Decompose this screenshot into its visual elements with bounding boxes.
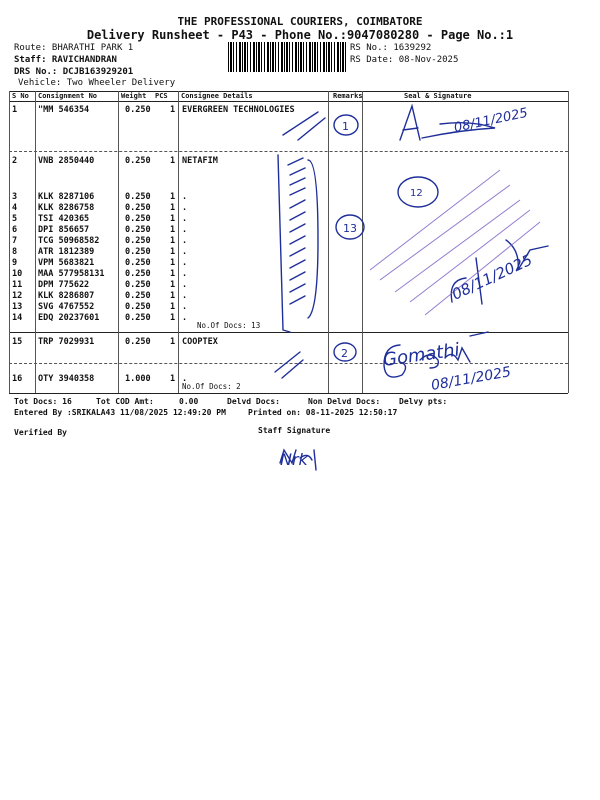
row-consignment-no: TSI 420365 [38,214,90,224]
tick-mark [283,112,318,135]
remark-number: 1 [342,120,349,133]
row-sno: 10 [12,269,23,279]
row-pcs: 1 [170,225,176,235]
group-doc-count: No.Of Docs: 2 [182,382,241,391]
rs-date: RS Date: 08-Nov-2025 [350,55,459,65]
row-consignee: . [182,203,188,213]
row-weight: 0.250 [125,337,151,347]
row-consignment-no: TRP 7029931 [38,337,95,347]
row-consignee: . [182,280,188,290]
vehicle-label: Vehicle: Two Wheeler Delivery [18,78,176,88]
row-weight: 0.250 [125,236,151,246]
tick-mark [288,158,305,304]
row-weight: 0.250 [125,156,151,166]
row-sno: 14 [12,313,23,323]
remark-number: 13 [343,222,357,235]
col-header-remarks: Remarks [333,92,363,100]
row-sno: 13 [12,302,23,312]
receiver-date: 08/11/2025 [429,364,513,394]
row-sno: 7 [12,236,18,246]
row-consignee: NETAFIM [182,156,218,166]
handwritten-date: 08/11/2025 [449,250,536,304]
row-consignment-no: VNB 2850440 [38,156,95,166]
row-pcs: 1 [170,156,176,166]
row-consignee: . [182,258,188,268]
col-header-seal: Seal & Signature [404,92,472,100]
row-consignee: . [182,302,188,312]
row-consignment-no: ATR 1812389 [38,247,95,257]
rs-number: RS No.: 1639292 [350,43,432,53]
row-pcs: 1 [170,313,176,323]
row-sno: 4 [12,203,18,213]
row-consignment-no: KLK 8286758 [38,203,95,213]
verified-by-label: Verified By [14,428,67,437]
row-consignee: . [182,214,188,224]
row-weight: 0.250 [125,291,151,301]
seal-note: 12 [410,188,423,199]
row-pcs: 1 [170,214,176,224]
staff-signature-label: Staff Signature [258,426,331,435]
total-docs: Tot Docs: 16 [14,397,72,406]
row-pcs: 1 [170,269,176,279]
row-pcs: 1 [170,291,176,301]
row-pcs: 1 [170,280,176,290]
row-weight: 0.250 [125,225,151,235]
row-consignee: . [182,291,188,301]
row-sno: 6 [12,225,18,235]
receiver-name: Gomathi [381,339,461,371]
row-pcs: 1 [170,105,176,115]
group-bracket [278,155,290,332]
row-sno: 5 [12,214,18,224]
printed-on: Printed on: 08-11-2025 12:50:17 [248,408,398,417]
entered-by: Entered By :SRIKALA43 11/08/2025 12:49:20 PM [14,408,226,417]
row-sno: 9 [12,258,18,268]
row-pcs: 1 [170,374,176,384]
row-consignment-no: MAA 577958131 [38,269,105,279]
row-sno: 11 [12,280,23,290]
row-pcs: 1 [170,236,176,246]
row-consignment-no: EDQ 20237601 [38,313,100,323]
verifier-initials: Nrk [280,450,308,469]
row-consignment-no: VPM 5683821 [38,258,95,268]
row-sno: 3 [12,192,18,202]
col-header-sno: S No [12,92,29,100]
remark-number: 2 [341,347,348,360]
company-title: THE PROFESSIONAL COURIERS, COIMBATORE [177,15,423,28]
tick-mark [298,118,325,140]
total-cod-value: 0.00 [179,397,199,406]
row-sno: 1 [12,105,18,115]
row-consignee: . [182,236,188,246]
row-consignment-no: KLK 8287106 [38,192,95,202]
col-header-weight: Weight [121,92,147,100]
row-pcs: 1 [170,247,176,257]
row-pcs: 1 [170,203,176,213]
row-weight: 0.250 [125,247,151,257]
row-sno: 15 [12,337,23,347]
row-sno: 2 [12,156,18,166]
col-header-consignment: Consignment No [38,92,98,100]
tick-mark [275,352,303,378]
row-consignment-no: "MM 546354 [38,105,90,115]
row-pcs: 1 [170,192,176,202]
row-consignment-no: SVG 4767552 [38,302,95,312]
row-pcs: 1 [170,302,176,312]
row-weight: 0.250 [125,313,151,323]
row-consignee: . [182,269,188,279]
row-pcs: 1 [170,258,176,268]
row-sno: 12 [12,291,23,301]
row-weight: 0.250 [125,203,151,213]
row-weight: 0.250 [125,269,151,279]
row-weight: 0.250 [125,302,151,312]
group-doc-count: No.Of Docs: 13 [197,321,261,330]
runsheet-subtitle: Delivery Runsheet - P43 - Phone No.:9047080280 - Page No.:1 [86,28,514,42]
drs-number: DRS No.: DCJB163929201 [14,67,134,77]
row-consignee: . [182,374,188,384]
row-consignee: . [182,192,188,202]
row-weight: 0.250 [125,192,151,202]
row-consignment-no: DPM 775622 [38,280,90,290]
row-consignee: . [182,247,188,257]
total-cod-label: Tot COD Amt: [96,397,154,406]
row-weight: 0.250 [125,258,151,268]
row-consignment-no: KLK 8286807 [38,291,95,301]
row-consignee: EVERGREEN TECHNOLOGIES [182,105,295,115]
delivery-points: Delvy pts: [399,397,448,406]
row-weight: 0.250 [125,214,151,224]
row-consignee: COOPTEX [182,337,218,347]
row-weight: 0.250 [125,280,151,290]
handwritten-date: 08/11/2025 [452,105,530,136]
row-pcs: 1 [170,337,176,347]
staff-label: Staff: RAVICHANDRAN [14,55,117,65]
row-weight: 1.000 [125,374,151,384]
row-sno: 16 [12,374,23,384]
row-consignee: . [182,313,188,323]
row-consignee: . [182,225,188,235]
non-delivered-docs: Non Delvd Docs: [308,397,381,406]
row-consignment-no: OTY 3940358 [38,374,95,384]
row-consignment-no: TCG 50968582 [38,236,100,246]
delivered-docs: Delvd Docs: [227,397,280,406]
row-sno: 8 [12,247,18,257]
row-weight: 0.250 [125,105,151,115]
brace [308,160,318,318]
col-header-consignee: Consignee Details [181,92,253,100]
col-header-pcs: PCS [155,92,168,100]
row-consignment-no: DPI 856657 [38,225,90,235]
route-label: Route: BHARATHI PARK 1 [14,43,134,53]
